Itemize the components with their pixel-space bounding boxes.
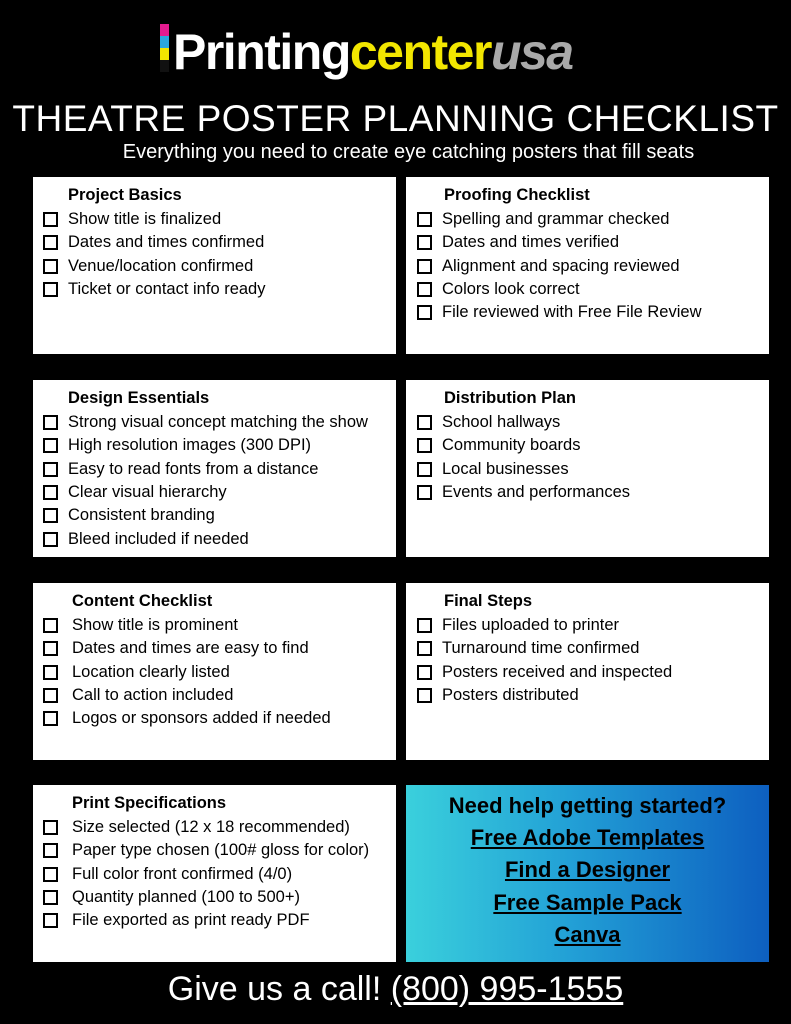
checklist-item: Size selected (12 x 18 recommended) [43, 816, 396, 839]
checkbox[interactable] [43, 913, 58, 928]
checkbox[interactable] [417, 688, 432, 703]
footer-text: Give us a call! [167, 970, 382, 1008]
help-links [406, 825, 769, 954]
checklist-item: File reviewed with Free File Review [417, 301, 769, 324]
checklist-item: Show title is finalized [43, 208, 396, 231]
checkbox[interactable] [417, 212, 432, 227]
checkbox[interactable] [417, 259, 432, 274]
checklist-item: File exported as print ready PDF [43, 909, 396, 932]
checklist-item: Strong visual concept matching the show [43, 411, 396, 434]
checklist-item: Turnaround time confirmed [417, 637, 769, 660]
checklist-item: Dates and times confirmed [43, 231, 396, 254]
brand-wordmark [173, 22, 573, 82]
checkbox[interactable] [43, 282, 58, 297]
checkbox[interactable] [43, 618, 58, 633]
checklist [406, 614, 769, 707]
checkbox[interactable] [43, 438, 58, 453]
checkbox[interactable] [417, 305, 432, 320]
checklist-item: Dates and times are easy to find [43, 637, 396, 660]
checkbox[interactable] [43, 212, 58, 227]
phone-link[interactable]: (800) 995-1555 [390, 970, 624, 1008]
checklist-item: Colors look correct [417, 278, 769, 301]
page-title: THEATRE POSTER PLANNING CHECKLIST [12, 98, 779, 139]
help-question: Need help getting started? [448, 793, 727, 818]
checkbox[interactable] [43, 843, 58, 858]
checklist-item: Call to action included [43, 684, 396, 707]
canva-link[interactable]: Canva [554, 921, 621, 947]
section-title: Project Basics [68, 186, 182, 204]
checkbox[interactable] [417, 282, 432, 297]
checkbox[interactable] [417, 485, 432, 500]
section-title: Content Checklist [72, 592, 213, 610]
checklist-item: High resolution images (300 DPI) [43, 434, 396, 457]
checklist-item: Logos or sponsors added if needed [43, 707, 396, 730]
adobe-templates-link[interactable]: Free Adobe Templates [470, 825, 705, 850]
section-title: Final Steps [444, 592, 533, 610]
checklist-item: Local businesses [417, 458, 769, 481]
checkbox[interactable] [43, 890, 58, 905]
checklist-item: School hallways [417, 411, 769, 434]
project-basics-box [33, 177, 396, 354]
checklist-item: Location clearly listed [43, 661, 396, 684]
checkbox[interactable] [417, 415, 432, 430]
checklist-item: Posters distributed [417, 684, 769, 707]
checklist-item: Community boards [417, 434, 769, 457]
checkbox[interactable] [43, 508, 58, 523]
checklist [33, 411, 396, 551]
page-subtitle: Everything you need to create eye catching posters that fill seats [122, 141, 695, 163]
section-title: Proofing Checklist [444, 186, 590, 204]
section-title: Distribution Plan [444, 389, 576, 407]
checkbox[interactable] [43, 867, 58, 882]
logo-center: center [349, 24, 491, 80]
final-steps-box [406, 583, 769, 760]
checklist-item: Alignment and spacing reviewed [417, 255, 769, 278]
checkbox[interactable] [43, 711, 58, 726]
checklist-item: Clear visual hierarchy [43, 481, 396, 504]
checklist-item: Posters received and inspected [417, 661, 769, 684]
checklist-item: Venue/location confirmed [43, 255, 396, 278]
checklist-item: Dates and times verified [417, 231, 769, 254]
checklist-item: Bleed included if needed [43, 527, 396, 550]
checklist [406, 411, 769, 504]
checklist-item: Spelling and grammar checked [417, 208, 769, 231]
checkbox[interactable] [43, 820, 58, 835]
section-title: Design Essentials [68, 389, 210, 407]
checkbox[interactable] [417, 665, 432, 680]
checklist-item: Full color front confirmed (4/0) [43, 863, 396, 886]
checkbox[interactable] [43, 688, 58, 703]
logo-usa: usa [490, 24, 573, 80]
section-title: Print Specifications [72, 794, 227, 812]
checklist-item: Events and performances [417, 481, 769, 504]
checkbox[interactable] [417, 641, 432, 656]
checklist-item: Paper type chosen (100# gloss for color) [43, 839, 396, 862]
checklist-item: Consistent branding [43, 504, 396, 527]
checkbox[interactable] [417, 438, 432, 453]
checkbox[interactable] [43, 259, 58, 274]
distribution-box [406, 380, 769, 557]
sample-pack-link[interactable]: Free Sample Pack [493, 889, 682, 915]
checkbox[interactable] [43, 665, 58, 680]
checkbox[interactable] [417, 462, 432, 477]
checkbox[interactable] [43, 415, 58, 430]
brand-logo[interactable] [160, 22, 573, 82]
content-checklist-box [33, 583, 396, 760]
checklist [33, 614, 396, 730]
find-designer-link[interactable]: Find a Designer [504, 857, 671, 883]
checklist [406, 208, 769, 324]
checklist-item: Files uploaded to printer [417, 614, 769, 637]
checkbox[interactable] [43, 235, 58, 250]
checklist-item: Show title is prominent [43, 614, 396, 637]
design-essentials-box [33, 380, 396, 557]
print-specifications-box [33, 785, 396, 962]
logo-printing: Printing [173, 24, 350, 80]
checklist-item: Quantity planned (100 to 500+) [43, 886, 396, 909]
call-footer [0, 970, 791, 1009]
checkbox[interactable] [43, 462, 58, 477]
checklist-item: Ticket or contact info ready [43, 278, 396, 301]
proofing-box [406, 177, 769, 354]
cmyk-logo-mark [160, 24, 169, 72]
checkbox[interactable] [43, 485, 58, 500]
checkbox[interactable] [43, 641, 58, 656]
checklist [33, 816, 396, 932]
checklist [33, 208, 396, 301]
checkbox[interactable] [43, 532, 58, 547]
help-box [406, 785, 769, 962]
checklist-item: Easy to read fonts from a distance [43, 458, 396, 481]
checkbox[interactable] [417, 235, 432, 250]
checkbox[interactable] [417, 618, 432, 633]
